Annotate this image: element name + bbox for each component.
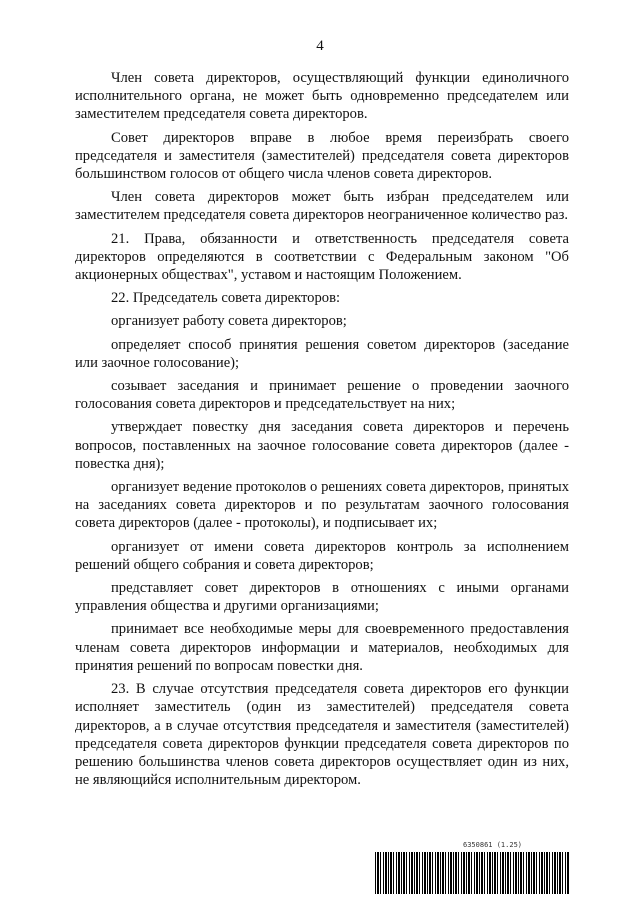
clause-21: 21. Права, обязанности и ответственность председателя совета директоров определяются в соответствии с Федеральным законом "Об акционерных обществах", уставом и настоящим Положением. [75, 230, 569, 284]
clause-23: 23. В случае отсутствия председателя совета директоров его функции исполняет заместитель (один из заместителей) председателя совета директоров, а в случае отсутствия председателя и заместителя (заместителей) председателя совета директоров функции председателя совета директоров по решению большинства членов совета директоров осуществляет один из них, не являющийся исполнительным директором. [75, 681, 569, 789]
clause-22-heading: 22. Председатель совета директоров: [111, 290, 341, 307]
document-body [75, 69, 569, 789]
list-item: утверждает повестку дня заседания совета директоров и перечень вопросов, поставленных на заочное голосование совета директоров (далее - повестка дня); [75, 419, 569, 472]
list-item: представляет совет директоров в отношениях с иными органами управления общества и другими организациями; [75, 580, 569, 615]
barcode-icon [375, 852, 570, 894]
list-item: организует от имени совета директоров контроль за исполнением решений общего собрания и совета директоров; [75, 538, 569, 573]
list-item: созывает заседания и принимает решение о проведении заочного голосования совета директоров и председательствует на них; [75, 378, 569, 413]
paragraph: Член совета директоров, осуществляющий функции единоличного исполнительного органа, не может быть одновременно председателем или заместителем председателя совета директоров. [75, 70, 569, 123]
barcode-block [375, 841, 570, 895]
paragraph: Совет директоров вправе в любое время переизбрать своего председателя и заместителя (заместителей) председателя совета директоров большинством голосов от общего числа членов совета директоров. [75, 129, 569, 183]
list-item: определяет способ принятия решения советом директоров (заседание или заочное голосование); [75, 336, 569, 371]
paragraph: Член совета директоров может быть избран председателем или заместителем председателя совета директоров неограниченное количество раз. [75, 189, 569, 224]
barcode-number: 6350861 (1.25) [463, 841, 523, 849]
list-item: принимает все необходимые меры для своевременного предоставления членам совета директоров информации и материалов, необходимых для принятия решений по вопросам повестки дня. [75, 621, 569, 674]
list-item: организует работу совета директоров; [111, 313, 347, 330]
list-item: организует ведение протоколов о решениях совета директоров, принятых на заседаниях совета директоров и по результатам заочного голосования совета директоров (далее - протоколы), и подписывает их; [75, 479, 569, 532]
page-number: 4 [316, 38, 324, 54]
